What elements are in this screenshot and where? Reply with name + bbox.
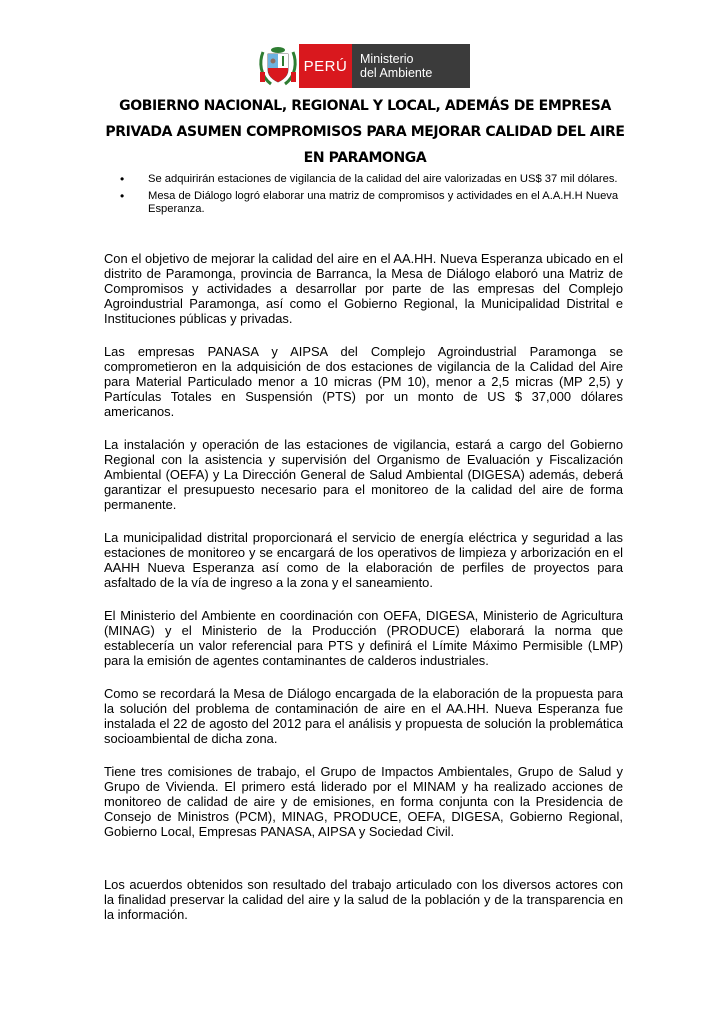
ministry-line-2: del Ambiente: [360, 66, 433, 80]
document-title: GOBIERNO NACIONAL, REGIONAL Y LOCAL, ADEMÁS DE EMPRESA PRIVADA ASUMEN COMPROMISOS PARA MEJORAR CALIDAD DEL AIRE EN PARAMONGA: [105, 98, 625, 166]
peru-coat-of-arms-icon: [257, 44, 299, 88]
paragraph: Las empresas PANASA y AIPSA del Complejo Agroindustrial Paramonga se comprometieron en la adquisición de dos estaciones de vigilancia de la Calidad del Aire para Material Particulado menor a 10 micras (PM 10), menor a 2,5 micras (MP 2,5) y Partículas Totales en Suspensión (PTS) por un monto de US $ 37,000 dólares americanos.: [104, 344, 623, 419]
summary-bullet-list: [120, 173, 640, 220]
paragraph: La municipalidad distrital proporcionará el servicio de energía eléctrica y seguridad a las estaciones de monitoreo y se encargará de los operativos de limpieza y arborización en el AAHH Nueva Esperanza así como de la elaboración de perfiles de proyectos para asfaltado de la vía de ingreso a la zona y el saneamiento.: [104, 530, 623, 590]
bullet-item: • Mesa de Diálogo logró elaborar una matriz de compromisos y actividades en el A.A.H.H Nueva Esperanza.: [120, 190, 640, 217]
ministry-header-logo: [257, 44, 470, 88]
ministry-line-1: Ministerio: [360, 52, 414, 66]
paragraph: La instalación y operación de las estaciones de vigilancia, estará a cargo del Gobierno Regional con la asistencia y supervisión del Organismo de Evaluación y Fiscalización Ambiental (OEFA) y La Dirección General de Salud Ambiental (DIGESA) además, deberá garantizar el presupuesto necesario para el monitoreo de la calidad del aire de forma permanente.: [104, 437, 623, 512]
paragraph: Como se recordará la Mesa de Diálogo encargada de la elaboración de la propuesta para la solución del problema de contaminación de aire en el AA.HH. Nueva Esperanza fue instalada el 22 de agosto del 2012 para el análisis y propuesta de solución la problemática socioambiental de dicha zona.: [104, 686, 623, 746]
paragraph: Los acuerdos obtenidos son resultado del trabajo articulado con los diversos actores con la finalidad preservar la calidad del aire y la salud de la población y de la transparencia en la información.: [104, 877, 623, 922]
article-body: [104, 251, 623, 940]
bullet-item: • Se adquirirán estaciones de vigilancia de la calidad del aire valorizadas en US$ 37 mil dólares.: [120, 173, 640, 187]
paragraph: Con el objetivo de mejorar la calidad del aire en el AA.HH. Nueva Esperanza ubicado en el distrito de Paramonga, provincia de Barranca, la Mesa de Diálogo elaboró una Matriz de Compromisos y actividades a desarrollar por parte de las empresas del Complejo Agroindustrial Paramonga, así como el Gobierno Regional, la Municipalidad Distrital e Instituciones públicas y privadas.: [104, 251, 623, 326]
peru-label: PERÚ: [299, 44, 352, 88]
ministry-name: [352, 44, 470, 88]
paragraph: El Ministerio del Ambiente en coordinación con OEFA, DIGESA, Ministerio de Agricultura (MINAG) y el Ministerio de la Producción (PRODUCE) elaborará la norma que establecería un valor referencial para PTS y definirá el Límite Máximo Permisible (LMP) para la emisión de agentes contaminantes de calderos industriales.: [104, 608, 623, 668]
paragraph: Tiene tres comisiones de trabajo, el Grupo de Impactos Ambientales, Grupo de Salud y Grupo de Vivienda. El primero está liderado por el MINAM y ha realizado acciones de monitoreo de calidad de aire y de emisiones, en forma conjunta con la Presidencia de Consejo de Ministros (PCM), MINAG, PRODUCE, OEFA, DIGESA, Gobierno Regional, Gobierno Local, Empresas PANASA, AIPSA y Sociedad Civil.: [104, 764, 623, 839]
